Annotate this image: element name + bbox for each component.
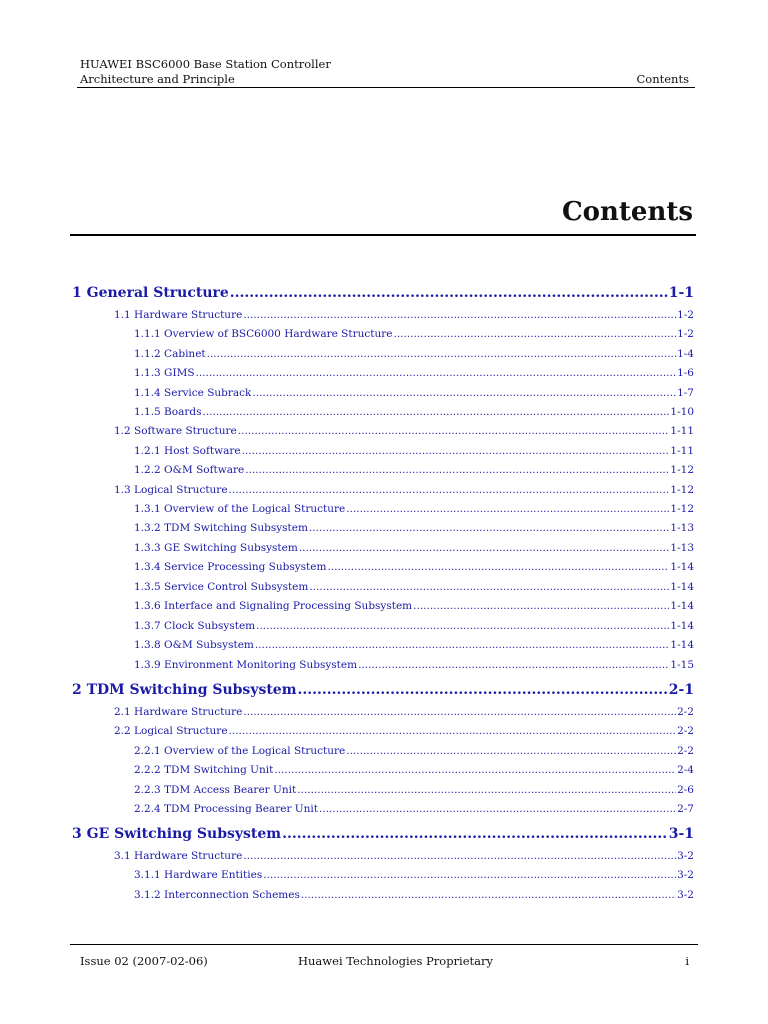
toc-entry-title[interactable]: 1.3.9 Environment Monitoring Subsystem	[134, 659, 358, 671]
toc-entry[interactable]	[134, 745, 694, 757]
toc-leader-dots	[245, 464, 669, 476]
toc-entry-title[interactable]: 2.2.4 TDM Processing Bearer Unit	[134, 803, 318, 815]
toc-entry-page[interactable]: 1-14	[670, 620, 694, 632]
toc-entry-page[interactable]: 2-2	[677, 706, 694, 718]
toc-entry-title[interactable]: 1.1 Hardware Structure	[114, 309, 243, 321]
header-product-title: HUAWEI BSC6000 Base Station Controller	[80, 57, 331, 71]
toc-entry-title[interactable]: 2.2.1 Overview of the Logical Structure	[134, 745, 346, 757]
toc-leader-dots	[243, 706, 676, 718]
toc-entry-title[interactable]: 2.2.3 TDM Access Bearer Unit	[134, 784, 297, 796]
toc-leader-dots	[242, 445, 670, 457]
toc-entry[interactable]	[134, 464, 694, 476]
toc-leader-dots	[207, 348, 676, 360]
toc-entry[interactable]	[134, 542, 694, 554]
toc-leader-dots	[346, 745, 676, 757]
toc-leader-dots	[298, 682, 668, 698]
toc-entry-page[interactable]: 3-2	[677, 889, 694, 901]
footer-proprietary: Huawei Technologies Proprietary	[298, 954, 494, 968]
toc-entry-page[interactable]: 3-2	[677, 869, 694, 881]
footer-page-number: i	[685, 954, 689, 968]
toc-entry-title[interactable]: 1 General Structure	[72, 285, 229, 301]
toc-entry-title[interactable]: 1.2 Software Structure	[114, 425, 237, 437]
toc-leader-dots	[346, 503, 669, 515]
toc-leader-dots	[393, 328, 676, 340]
toc-entry[interactable]	[114, 309, 694, 321]
toc-entry[interactable]	[134, 387, 694, 399]
toc-entry-title[interactable]: 1.3.2 TDM Switching Subsystem	[134, 522, 308, 534]
toc-entry-title[interactable]: 2.2.2 TDM Switching Unit	[134, 764, 274, 776]
toc-entry[interactable]	[134, 328, 694, 340]
toc-entry[interactable]	[134, 620, 694, 632]
toc-entry-title[interactable]: 2.1 Hardware Structure	[114, 706, 243, 718]
toc-entry-title[interactable]: 3.1.1 Hardware Entities	[134, 869, 263, 881]
toc-entry-title[interactable]: 2 TDM Switching Subsystem	[72, 682, 297, 698]
toc-entry-title[interactable]: 1.1.5 Boards	[134, 406, 202, 418]
toc-entry[interactable]	[72, 285, 694, 301]
toc-entry-title[interactable]: 1.3.8 O&M Subsystem	[134, 639, 254, 651]
toc-leader-dots	[297, 784, 676, 796]
toc-entry[interactable]	[134, 803, 694, 815]
toc-entry-page[interactable]: 1-12	[670, 484, 694, 496]
toc-entry-page[interactable]: 1-2	[677, 328, 694, 340]
toc-entry-page[interactable]: 1-2	[677, 309, 694, 321]
toc-entry-page[interactable]: 1-12	[670, 464, 694, 476]
toc-entry-page[interactable]: 2-2	[677, 725, 694, 737]
toc-entry-page[interactable]: 1-11	[670, 445, 694, 457]
toc-entry-title[interactable]: 1.2.2 O&M Software	[134, 464, 245, 476]
toc-leader-dots	[327, 561, 669, 573]
toc-entry-title[interactable]: 1.1.1 Overview of BSC6000 Hardware Structure	[134, 328, 393, 340]
toc-entry[interactable]	[134, 869, 694, 881]
toc-leader-dots	[256, 620, 669, 632]
toc-leader-dots	[274, 764, 676, 776]
toc-entry-title[interactable]: 1.3.6 Interface and Signaling Processing Subsystem	[134, 600, 413, 612]
toc-entry[interactable]	[72, 682, 694, 698]
page-title: Contents	[561, 197, 693, 227]
toc-leader-dots	[358, 659, 669, 671]
toc-leader-dots	[255, 639, 670, 651]
toc-entry-title[interactable]: 1.2.1 Host Software	[134, 445, 241, 457]
toc-entry-page[interactable]: 1-1	[668, 285, 694, 301]
toc-entry[interactable]	[134, 367, 694, 379]
toc-entry[interactable]	[134, 522, 694, 534]
toc-entry[interactable]	[134, 600, 694, 612]
toc-entry[interactable]	[134, 503, 694, 515]
toc-entry-page[interactable]: 3-1	[668, 826, 694, 842]
toc-entry-title[interactable]: 3 GE Switching Subsystem	[72, 826, 282, 842]
toc-leader-dots	[299, 542, 670, 554]
toc-entry-title[interactable]: 1.3.4 Service Processing Subsystem	[134, 561, 327, 573]
toc-entry[interactable]	[114, 850, 694, 862]
toc-leader-dots	[229, 725, 677, 737]
toc-leader-dots	[252, 387, 676, 399]
toc-leader-dots	[230, 285, 668, 301]
toc-entry-title[interactable]: 3.1.2 Interconnection Schemes	[134, 889, 300, 901]
toc-entry[interactable]	[134, 406, 694, 418]
header-section-name: Contents	[636, 72, 689, 86]
toc-entry-page[interactable]: 1-6	[677, 367, 694, 379]
toc-leader-dots	[309, 581, 669, 593]
toc-entry-title[interactable]: 2.2 Logical Structure	[114, 725, 228, 737]
toc-entry-page[interactable]: 1-14	[670, 581, 694, 593]
toc-entry-page[interactable]: 3-2	[677, 850, 694, 862]
toc-entry-page[interactable]: 2-7	[677, 803, 694, 815]
toc-entry-page[interactable]: 1-15	[670, 659, 694, 671]
toc-entry-title[interactable]: 1.3.3 GE Switching Subsystem	[134, 542, 298, 554]
toc-entry[interactable]	[114, 425, 694, 437]
toc-entry-page[interactable]: 1-13	[670, 542, 694, 554]
toc-entry[interactable]	[72, 826, 694, 842]
toc-entry-title[interactable]: 1.3.5 Service Control Subsystem	[134, 581, 309, 593]
toc-entry-title[interactable]: 1.1.4 Service Subrack	[134, 387, 252, 399]
toc-entry[interactable]	[134, 581, 694, 593]
toc-entry-page[interactable]: 1-4	[677, 348, 694, 360]
toc-entry[interactable]	[134, 561, 694, 573]
toc-entry-title[interactable]: 3.1 Hardware Structure	[114, 850, 243, 862]
toc-leader-dots	[309, 522, 669, 534]
toc-leader-dots	[301, 889, 676, 901]
toc-leader-dots	[263, 869, 676, 881]
header-document-title: Architecture and Principle	[80, 72, 235, 86]
toc-entry-page[interactable]: 1-10	[670, 406, 694, 418]
toc-leader-dots	[243, 850, 676, 862]
toc-entry-page[interactable]: 1-14	[670, 600, 694, 612]
toc-entry[interactable]	[134, 889, 694, 901]
toc-leader-dots	[202, 406, 669, 418]
footer-issue: Issue 02 (2007-02-06)	[80, 954, 208, 968]
toc-entry[interactable]	[134, 348, 694, 360]
toc-entry[interactable]	[114, 725, 694, 737]
toc-leader-dots	[229, 484, 670, 496]
toc-leader-dots	[238, 425, 670, 437]
toc-entry[interactable]	[134, 764, 694, 776]
toc-entry[interactable]	[134, 659, 694, 671]
toc-leader-dots	[196, 367, 677, 379]
toc-entry-page[interactable]: 2-4	[677, 764, 694, 776]
toc-entry-title[interactable]: 1.1.3 GIMS	[134, 367, 195, 379]
toc-entry[interactable]	[134, 784, 694, 796]
toc-entry-title[interactable]: 1.3 Logical Structure	[114, 484, 228, 496]
toc-entry-page[interactable]: 2-2	[677, 745, 694, 757]
toc-entry-page[interactable]: 1-11	[670, 425, 694, 437]
toc-entry[interactable]	[114, 484, 694, 496]
toc-leader-dots	[413, 600, 669, 612]
toc-entry-page[interactable]: 1-14	[670, 639, 694, 651]
toc-entry-page[interactable]: 1-7	[677, 387, 694, 399]
toc-entry-page[interactable]: 1-12	[670, 503, 694, 515]
toc-leader-dots	[282, 826, 668, 842]
toc-entry-title[interactable]: 1.3.7 Clock Subsystem	[134, 620, 256, 632]
toc-entry-page[interactable]: 1-14	[670, 561, 694, 573]
toc-entry[interactable]	[134, 639, 694, 651]
toc-entry-page[interactable]: 2-6	[677, 784, 694, 796]
toc-entry[interactable]	[134, 445, 694, 457]
toc-entry-title[interactable]: 1.1.2 Cabinet	[134, 348, 206, 360]
toc-entry[interactable]	[114, 706, 694, 718]
footer-divider	[70, 944, 698, 945]
toc-leader-dots	[319, 803, 676, 815]
toc-leader-dots	[243, 309, 676, 321]
toc-entry-title[interactable]: 1.3.1 Overview of the Logical Structure	[134, 503, 346, 515]
toc-entry-page[interactable]: 2-1	[668, 682, 694, 698]
toc-entry-page[interactable]: 1-13	[670, 522, 694, 534]
